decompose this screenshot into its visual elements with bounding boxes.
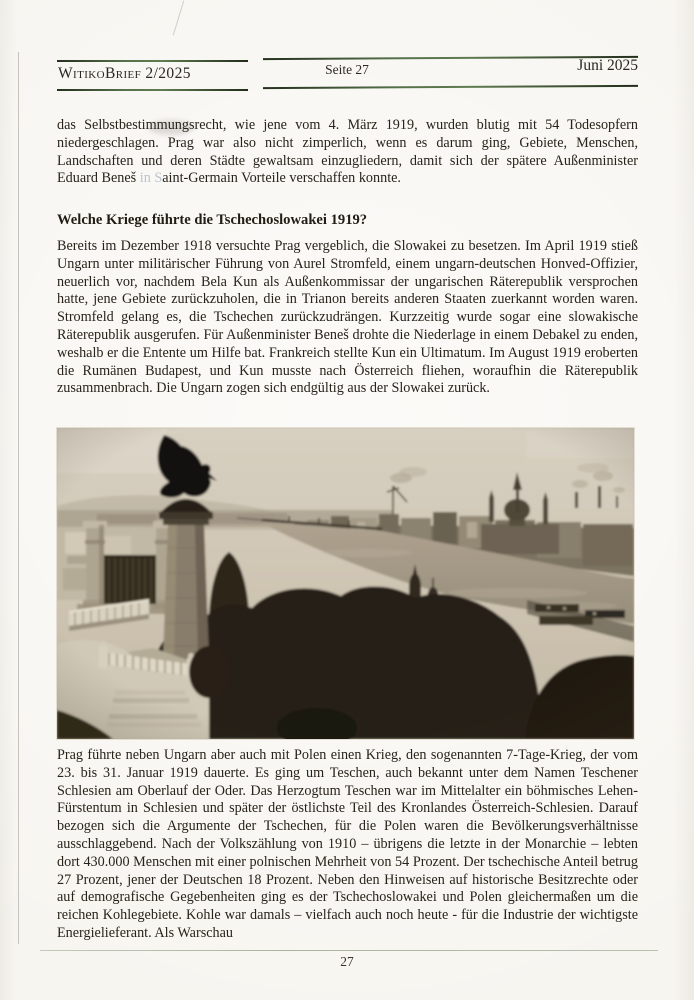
- masthead-title: WitikoBrief 2/2025: [58, 65, 191, 82]
- faded-scan-text: in S: [139, 170, 163, 187]
- scan-edge-line: [18, 52, 19, 944]
- paragraph-teschen-war: Prag führte neben Ungarn aber auch mit Polen einen Krieg, den sogenannten 7-Tage-Krieg, der vom 23. bis 31. Januar 1919 dauerte. Es ging um Teschen, auch bekannt unter dem Namen Teschener Schlesien am Oberlauf der Oder. Das Herzogtum Teschen war im Mittelalter ein böhmisches Lehen-Fürstentum in Schlesien und später der östlichste Teil des Kronlandes Österreich-Schlesien. Darauf bezogen sich die Argumente der Tschechen, für die Polen waren die Bevölkerungsverhältnisse ausschlaggebend. Nach der Volkszählung von 1910 – übrigens die letzte in der Monarchie – lebten dort 430.000 Menschen mit einer polnischen Mehrheit von 54 Prozent. Der tschechische Anteil betrug 27 Prozent, jener der Deutschen 18 Prozent. Neben den Hinweisen auf historische Besitzrechte oder auf demografische Gegebenheiten ging es der Tschechoslowakei und Polen gleichermaßen um die reichen Kohlegebiete. Kohle war damals – vielfach auch noch heute - für die Industrie der wichtigste Energielieferant. Als Warschau: [57, 747, 638, 941]
- page-number: 27: [340, 954, 354, 969]
- section-heading: Welche Kriege führte die Tschechoslowakei 1919?: [57, 212, 368, 228]
- header-rule-right-bottom: [263, 85, 638, 89]
- paragraph-intro-end: aint-Germain Vorteile verschaffen konnte.: [162, 170, 401, 187]
- scan-scratch: [173, 1, 184, 36]
- paragraph-slovakia-war: Bereits im Dezember 1918 versuchte Prag vergeblich, die Slowakei zu besetzen. Im April 1919 stieß Ungarn unter militärischer Führung von Aurel Stromfeld, einem ungarn-deutschen Honved-Offizier, neuerlich vor, nachdem Bela Kun als Außenkommissar der ungarischen Räterepublik versprochen hatte, jene Gebiete zurückzuholen, die in Trianon bereits anderen Staaten zuerkannt worden waren. Stromfeld gelang es, die Tschechen zurückzudrängen. Kurzzeitig wurde sogar eine slowakische Räterepublik ausgerufen. Für Außenminister Beneš drohte die Niederlage in einem Debakel zu enden, weshalb er die Entente um Hilfe bat. Frankreich stellte Kun ein Ultimatum. Im August 1919 eroberten die Rumänen Budapest, und Kun musste nach Österreich fliehen, woraufhin die Räterepublik zusammenbrach. Die Ungarn zogen sich endgültig aus der Slowakei zurück.: [57, 238, 638, 397]
- header-page-label: Seite 27: [325, 62, 369, 77]
- header-date: Juni 2025: [577, 57, 638, 74]
- budapest-photo-illustration: [57, 428, 634, 739]
- paragraph-intro: [57, 117, 638, 188]
- budapest-photo: [57, 428, 634, 739]
- footer-rule: [40, 950, 658, 951]
- header-rule-left-bottom: [57, 89, 248, 91]
- paragraph-intro-text: das Selbstbestimmungsrecht, wie jene vom 4. März 1919, wurden blutig mit 54 Todesopfern niedergeschlagen. Prag war also nicht zimperlich, wenn es darum ging, Gebiete, Menschen, Landschaften und deren Städte gewaltsam einzugliedern, damit sich der spätere Außenminister Eduard Beneš: [57, 117, 638, 187]
